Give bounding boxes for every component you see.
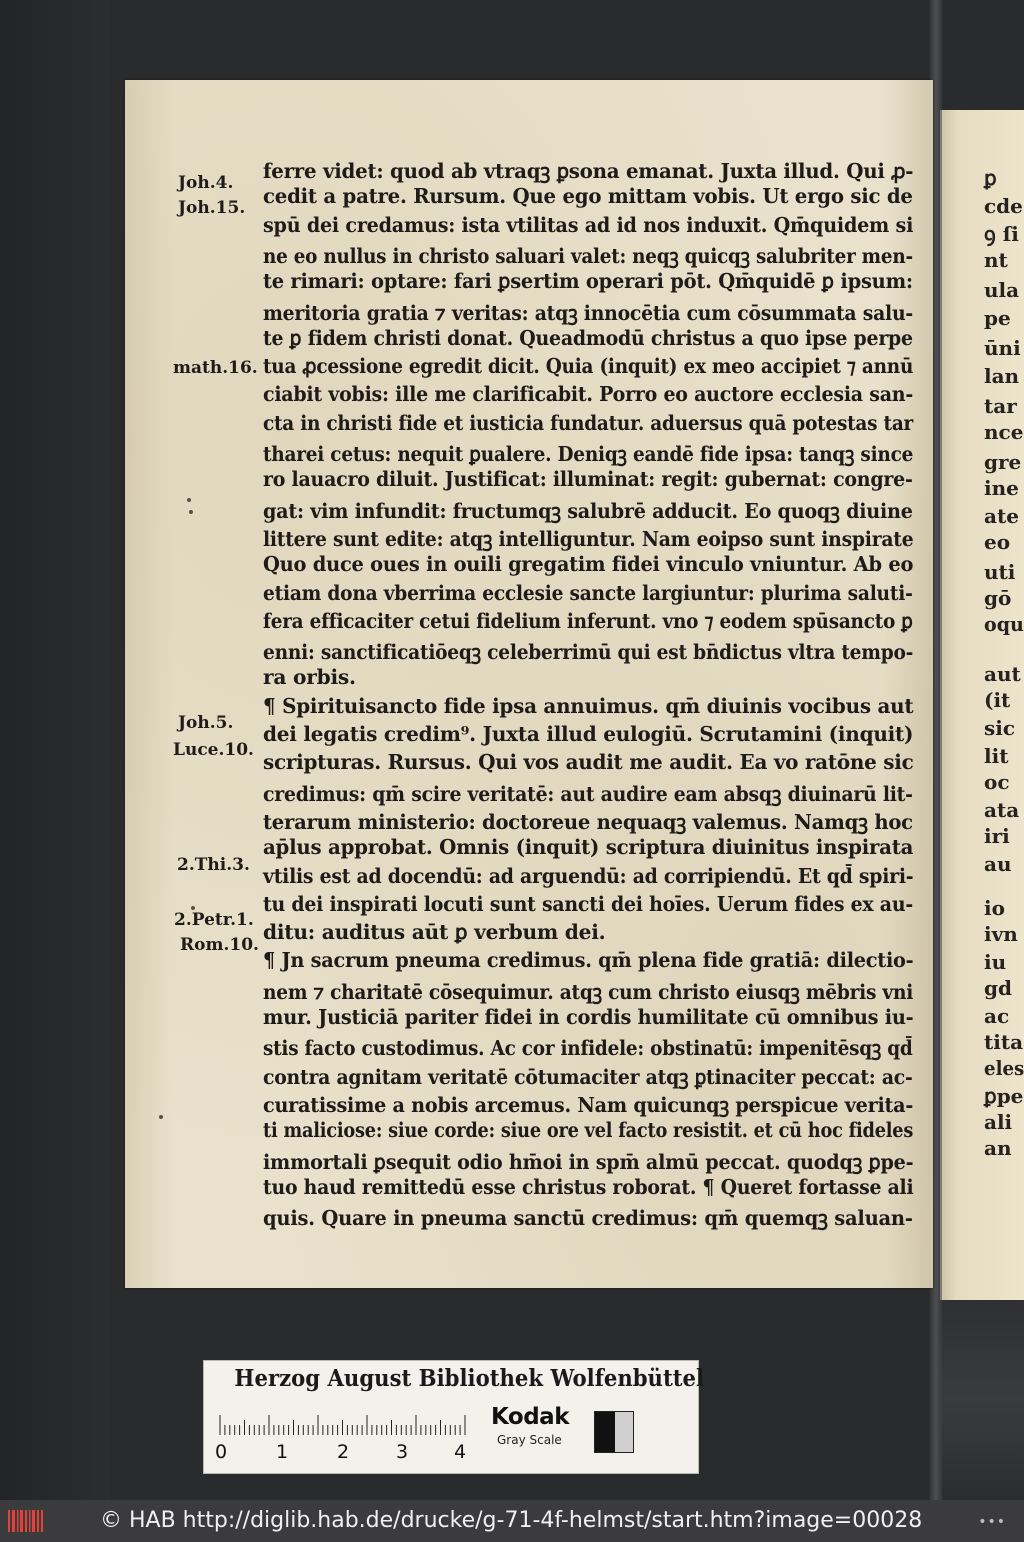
text-line: ro lauacro diluit. Justificat: illuminat: regit: gubernat: congre- (263, 467, 913, 492)
text-line: meritoria gratia ⁊ veritas: atqꝫ innocētia cum cōsummata salu- (263, 300, 914, 325)
text-line: ra orbis. (263, 665, 356, 690)
footer-bar (0, 1500, 1024, 1542)
ruler-number-2: 2 (337, 1441, 350, 1463)
facing-text-fragment: gre (984, 450, 1022, 474)
facing-text-fragment: ꝑpe (984, 1084, 1024, 1108)
facing-text-fragment: ula (984, 278, 1020, 302)
text-line: ap̄lus approbat. Omnis (inquit) scriptura diuinitus inspirata (263, 835, 914, 860)
source-url-link[interactable]: © HAB http://diglib.hab.de/drucke/g-71-4f-helmst/start.htm?image=00028 (100, 1508, 923, 1533)
text-line: contra agnitam veritatē cōtumaciter atqꝫ ꝑtinaciter peccat: ac- (263, 1064, 913, 1089)
facing-text-fragment: tita (984, 1030, 1024, 1054)
text-line: cta in christi fide et iusticia fundatur. aduersus quā potestas tar (263, 410, 914, 435)
marginal-note: 2.Thi.3. (177, 854, 250, 875)
text-line: ¶ Spirituisancto fide ipsa annuimus. qm̄ diuinis vocibus aut (263, 693, 914, 718)
ruler-number-0: 0 (215, 1441, 228, 1463)
text-line: tu dei inspirati locuti sunt sancti dei hoīes. Uerum fides ex au- (263, 891, 913, 916)
ruler-number-1: 1 (276, 1441, 289, 1463)
text-line: ciabit vobis: ille me clarificabit. Porro eo auctore ecclesia san- (263, 382, 913, 407)
facing-text-fragment: ali (984, 1110, 1013, 1134)
text-line: enni: sanctificatiōeqꝫ celeberrimū qui est bn̄dictus vltra tempo- (263, 640, 914, 665)
facing-text-fragment: ata (984, 798, 1020, 822)
ruler-scale (216, 1413, 466, 1435)
text-line: tua ꝓcessione egredit dicit. Quia (inquit) ex meo accipiet ⁊ annū (263, 354, 914, 379)
more-dots-icon: ••• (978, 1514, 1006, 1530)
facing-text-fragment: eo (984, 530, 1011, 554)
library-name: Herzog August Bibliothek Wolfenbüttel (234, 1365, 705, 1392)
facing-text-fragment: ac (984, 1004, 1010, 1028)
gray-scale-label: Gray Scale (497, 1433, 562, 1447)
facing-page (940, 110, 1024, 1300)
text-line: spū dei credamus: ista vtilitas ad id nos induxit. Qm̄quidem si (263, 212, 914, 237)
ruler-number-3: 3 (396, 1441, 409, 1463)
facing-text-fragment: ꝑ (984, 166, 997, 190)
text-line: littere sunt edite: atqꝫ intelliguntur. Nam eoipso sunt inspirate (263, 526, 914, 551)
gray-swatch (594, 1411, 634, 1453)
facing-text-fragment: iu (984, 950, 1007, 974)
target-card (203, 1360, 705, 1474)
facing-text-fragment: nt (984, 248, 1008, 272)
text-line: stis facto custodimus. Ac cor infidele: obstinatū: impenitēsqꝫ qd̄ (263, 1036, 913, 1061)
scanner-shadow (0, 0, 110, 1500)
text-line: quis. Quare in pneuma sanctū credimus: qm̄ quemqꝫ saluan- (263, 1206, 913, 1231)
text-line: tharei cetus: nequit ꝑualere. Deniqꝫ eandē fide ipsa: tanqꝫ since (263, 442, 914, 466)
facing-text-fragment: ine (984, 476, 1019, 500)
facing-text-fragment: au (984, 852, 1012, 876)
marginal-note: 2.Petr.1. (174, 909, 254, 930)
kodak-logo: Kodak (491, 1404, 569, 1430)
facing-text-fragment: lit (984, 744, 1009, 768)
text-line: ferre videt: quod ab vtraqꝫ ꝑsona emanat. Juxta illud. Qui ꝓ- (263, 159, 914, 183)
facing-text-fragment: gd (984, 976, 1012, 1000)
barcode-icon (8, 1508, 44, 1534)
facing-text-fragment: gō (984, 586, 1012, 610)
facing-text-fragment: pe (984, 306, 1011, 330)
facing-text-fragment: ivn (984, 922, 1018, 946)
text-line: curatissime a nobis arcemus. Nam quicunqꝫ perspicue verita- (263, 1092, 914, 1117)
text-line: scripturas. Rursus. Qui vos audit me audit. Ea vo ratōne sic (263, 750, 914, 775)
facing-text-fragment: sic (984, 716, 1016, 740)
facing-text-fragment: nce (984, 420, 1024, 444)
text-line: dei legatis credim⁹. Juxta illud eulogiū. Scrutamini (inquit) (263, 722, 914, 746)
book-page (125, 80, 933, 1288)
text-line: Quo duce oues in ouili gregatim fidei vinculo vniuntur. Ab eo (263, 552, 914, 577)
text-line: te rimari: optare: fari ꝑsertim operari pōt. Qm̄quidē ꝑ ipsum: (263, 269, 913, 294)
text-line: etiam dona vberrima ecclesie sancte largiuntur: plurima saluti- (263, 580, 913, 605)
text-line: ditu: auditus aūt ꝑ verbum dei. (263, 920, 606, 945)
facing-text-fragment: tar (984, 394, 1017, 418)
facing-text-fragment: oc (984, 770, 1010, 794)
marginal-note: Luce.10. (173, 740, 254, 761)
marginal-note: Joh.4. (178, 172, 234, 193)
facing-text-fragment: ꝯ ſi (984, 222, 1019, 246)
paper-speck (159, 1115, 163, 1119)
text-line: credimus: qm̄ scire veritatē: aut audire eam absqꝫ diuinarū lit- (263, 781, 913, 806)
facing-text-fragment: an (984, 1136, 1012, 1160)
facing-text-fragment: uti (984, 560, 1016, 584)
facing-text-fragment: ūni (984, 336, 1021, 360)
text-line: cedit a patre. Rursum. Que ego mittam vobis. Ut ergo sic de (263, 184, 913, 209)
marginal-note: Joh.5. (178, 713, 234, 734)
paper-speck (187, 498, 191, 502)
text-line: ¶ Jn sacrum pneuma credimus. qm̄ plena fide gratiā: dilectio- (263, 948, 914, 973)
facing-text-fragment: oqu (984, 612, 1024, 636)
marginal-note: Rom.10. (180, 935, 259, 956)
facing-page-shadow (940, 1300, 1024, 1500)
marginal-note: math.16. (173, 358, 258, 379)
ruler-number-4: 4 (454, 1441, 467, 1463)
facing-text-fragment: cde (984, 194, 1023, 218)
facing-text-fragment: aut (984, 662, 1021, 686)
text-line: ne eo nullus in christo saluari valet: neqꝫ quicqꝫ salubriter men- (263, 243, 913, 268)
text-line: tuo haud remittedū esse christus roborat. ¶ Queret fortasse ali (263, 1174, 914, 1199)
text-line: terarum ministerio: doctoreue nequaqꝫ valemus. Namqꝫ hoc (263, 809, 913, 834)
text-line: vtilis est ad docendū: ad arguendū: ad corripiendū. Et qd̄ spiri- (263, 863, 914, 888)
text-line: mur. Justiciā pariter fidei in cordis humilitate cū omnibus iu- (263, 1005, 914, 1029)
facing-text-fragment: iri (984, 824, 1010, 848)
facing-text-fragment: ate (984, 504, 1019, 528)
text-line: gat: vim infundit: fructumqꝫ salubrē adducit. Eo quoqꝫ diuine (263, 498, 913, 523)
text-line: immortali ꝑsequit odio hm̄oi in spm̄ almū peccat. quodqꝫ ꝑpe- (263, 1149, 914, 1174)
text-line: fera efficaciter cetui fidelium inferunt. vno ⁊ eodem spūsancto ꝑ (263, 608, 913, 633)
text-line: te ꝑ fidem christi donat. Queadmodū christus a quo ipse perpe (263, 325, 913, 350)
facing-text-fragment: (it (984, 688, 1011, 712)
marginal-note: Joh.15. (178, 198, 246, 219)
facing-text-fragment: lan (984, 364, 1020, 388)
text-line: ti maliciose: siue corde: siue ore vel facto resistit. et cū hoc fideles (263, 1118, 914, 1143)
text-line: nem ⁊ charitatē cōsequimur. atqꝫ cum christo eiusqꝫ mēbris vni (263, 979, 914, 1004)
facing-text-fragment: io (984, 896, 1005, 920)
paper-speck (189, 510, 193, 514)
facing-text-fragment: eles (984, 1056, 1024, 1080)
paper-speck (191, 906, 195, 910)
